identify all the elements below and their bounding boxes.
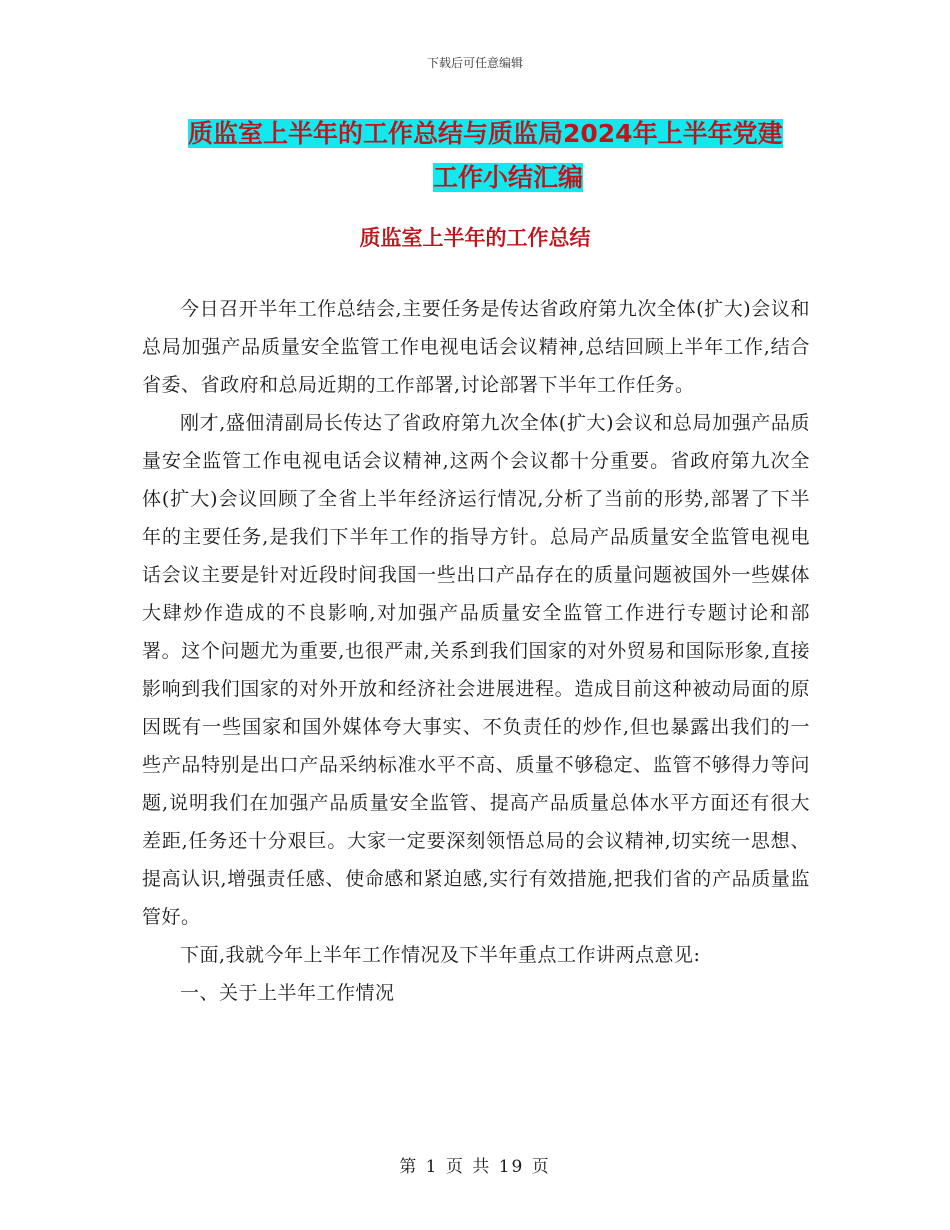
section-title: 质监室上半年的工作总结	[359, 226, 591, 250]
paragraph-1: 今日召开半年工作总结会,主要任务是传达省政府第九次全体(扩大)会议和总局加强产品质量安全监管工作电视电话会议精神,总结回顾上半年工作,结合省委、省政府和总局近期的工作部署,讨论部署下半年工作任务。	[142, 298, 810, 396]
header-note: 下载后可任意编辑	[426, 56, 523, 70]
paragraph-3: 下面,我就今年上半年工作情况及下半年重点工作讲两点意见:	[180, 944, 701, 966]
document-title	[188, 112, 828, 200]
paragraph-2: 刚才,盛佃清副局长传达了省政府第九次全体(扩大)会议和总局加强产品质量安全监管工作电视电话会议精神,这两个会议都十分重要。省政府第九次全体(扩大)会议回顾了全省上半年经济运行情况,分析了当前的形势,部署了下半年的主要任务,是我们下半年工作的指导方针。总局产品质量安全监管电视电话会议主要是针对近段时间我国一些出口产品存在的质量问题被国外一些媒体大肆炒作造成的不良影响,对加强产品质量安全监管工作进行专题讨论和部署。这个问题尤为重要,也很严肃,关系到我们国家的对外贸易和国际形象,直接影响到我们国家的对外开放和经济社会进展进程。造成目前这种被动局面的原因既有一些国家和国外媒体夸大事实、不负责任的炒作,但也暴露出我们的一些产品特别是出口产品采纳标准水平不高、质量不够稳定、监管不够得力等问题,说明我们在加强产品质量安全监管、提高产品质量总体水平方面还有很大差距,任务还十分艰巨。大家一定要深刻领悟总局的会议精神,切实统一思想、提高认识,增强责任感、使命感和紧迫感,实行有效措施,把我们省的产品质量监管好。	[142, 412, 810, 928]
body-text	[142, 290, 810, 1012]
title-line-2: 工作小结汇编	[432, 163, 583, 192]
paragraph-4: 一、关于上半年工作情况	[180, 982, 395, 1004]
page-footer: 第 1 页 共 19 页	[399, 1157, 551, 1177]
title-line-1: 质监室上半年的工作总结与质监局2024年上半年党建	[188, 119, 783, 148]
